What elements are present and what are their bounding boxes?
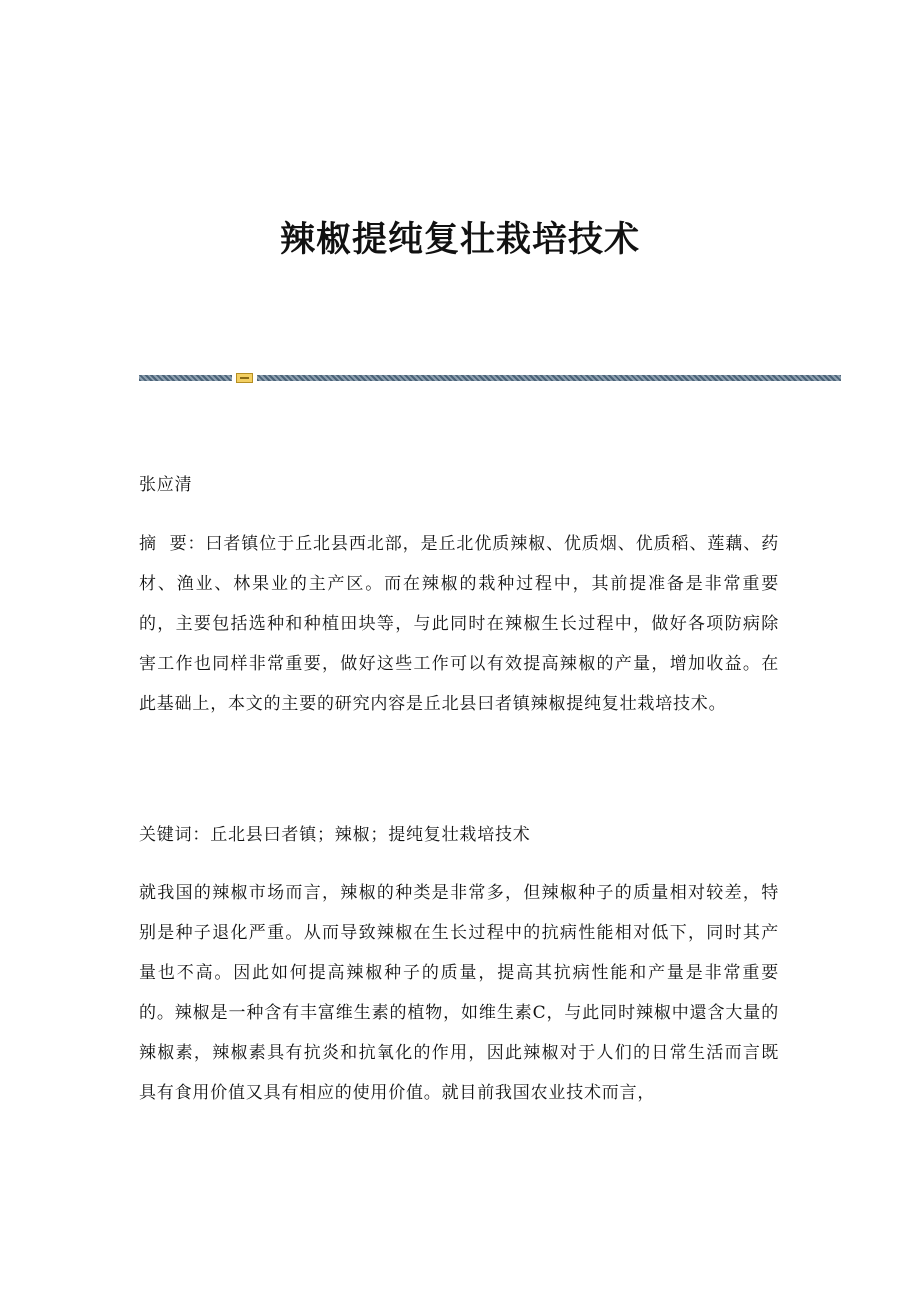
abstract-label: 摘 要： xyxy=(139,534,206,554)
abstract-text: 曰者镇位于丘北县西北部，是丘北优质辣椒、优质烟、优质稻、莲藕、药材、渔业、林果业的主产区。而在辣椒的栽种过程中，其前提准备是非常重要的，主要包括选种和种植田块等，与此同时在辣椒生长过程中，做好各项防病除害工作也同样非常重要，做好这些工作可以有效提高辣椒的产量，增加收益。在此基础上，本文的主要的研究内容是丘北县曰者镇辣椒提纯复壮栽培技术。 xyxy=(139,534,779,714)
body-paragraph: 就我国的辣椒市场而言，辣椒的种类是非常多，但辣椒种子的质量相对较差，特别是种子退化严重。从而导致辣椒在生长过程中的抗病性能相对低下，同时其产量也不高。因此如何提高辣椒种子的质量，提高其抗病性能和产量是非常重要的。辣椒是一种含有丰富维生素的植物，如维生素C，与此同时辣椒中還含大量的辣椒素，辣椒素具有抗炎和抗氧化的作用，因此辣椒对于人们的日常生活而言既具有食用价值又具有相应的使用价值。就目前我国农业技术而言， xyxy=(139,883,779,1103)
title-divider xyxy=(139,373,841,383)
divider-ornament-icon xyxy=(236,373,253,383)
author-name: 张应清 xyxy=(139,475,193,495)
divider-bar-left xyxy=(139,375,232,381)
document-title: 辣椒提纯复壮栽培技术 xyxy=(279,219,640,260)
divider-bar-right xyxy=(257,375,841,381)
keywords-label: 关键词： xyxy=(139,825,211,845)
keywords xyxy=(139,822,779,848)
abstract xyxy=(139,524,779,724)
keywords-text: 丘北县曰者镇；辣椒；提纯复壮栽培技术 xyxy=(210,825,531,845)
